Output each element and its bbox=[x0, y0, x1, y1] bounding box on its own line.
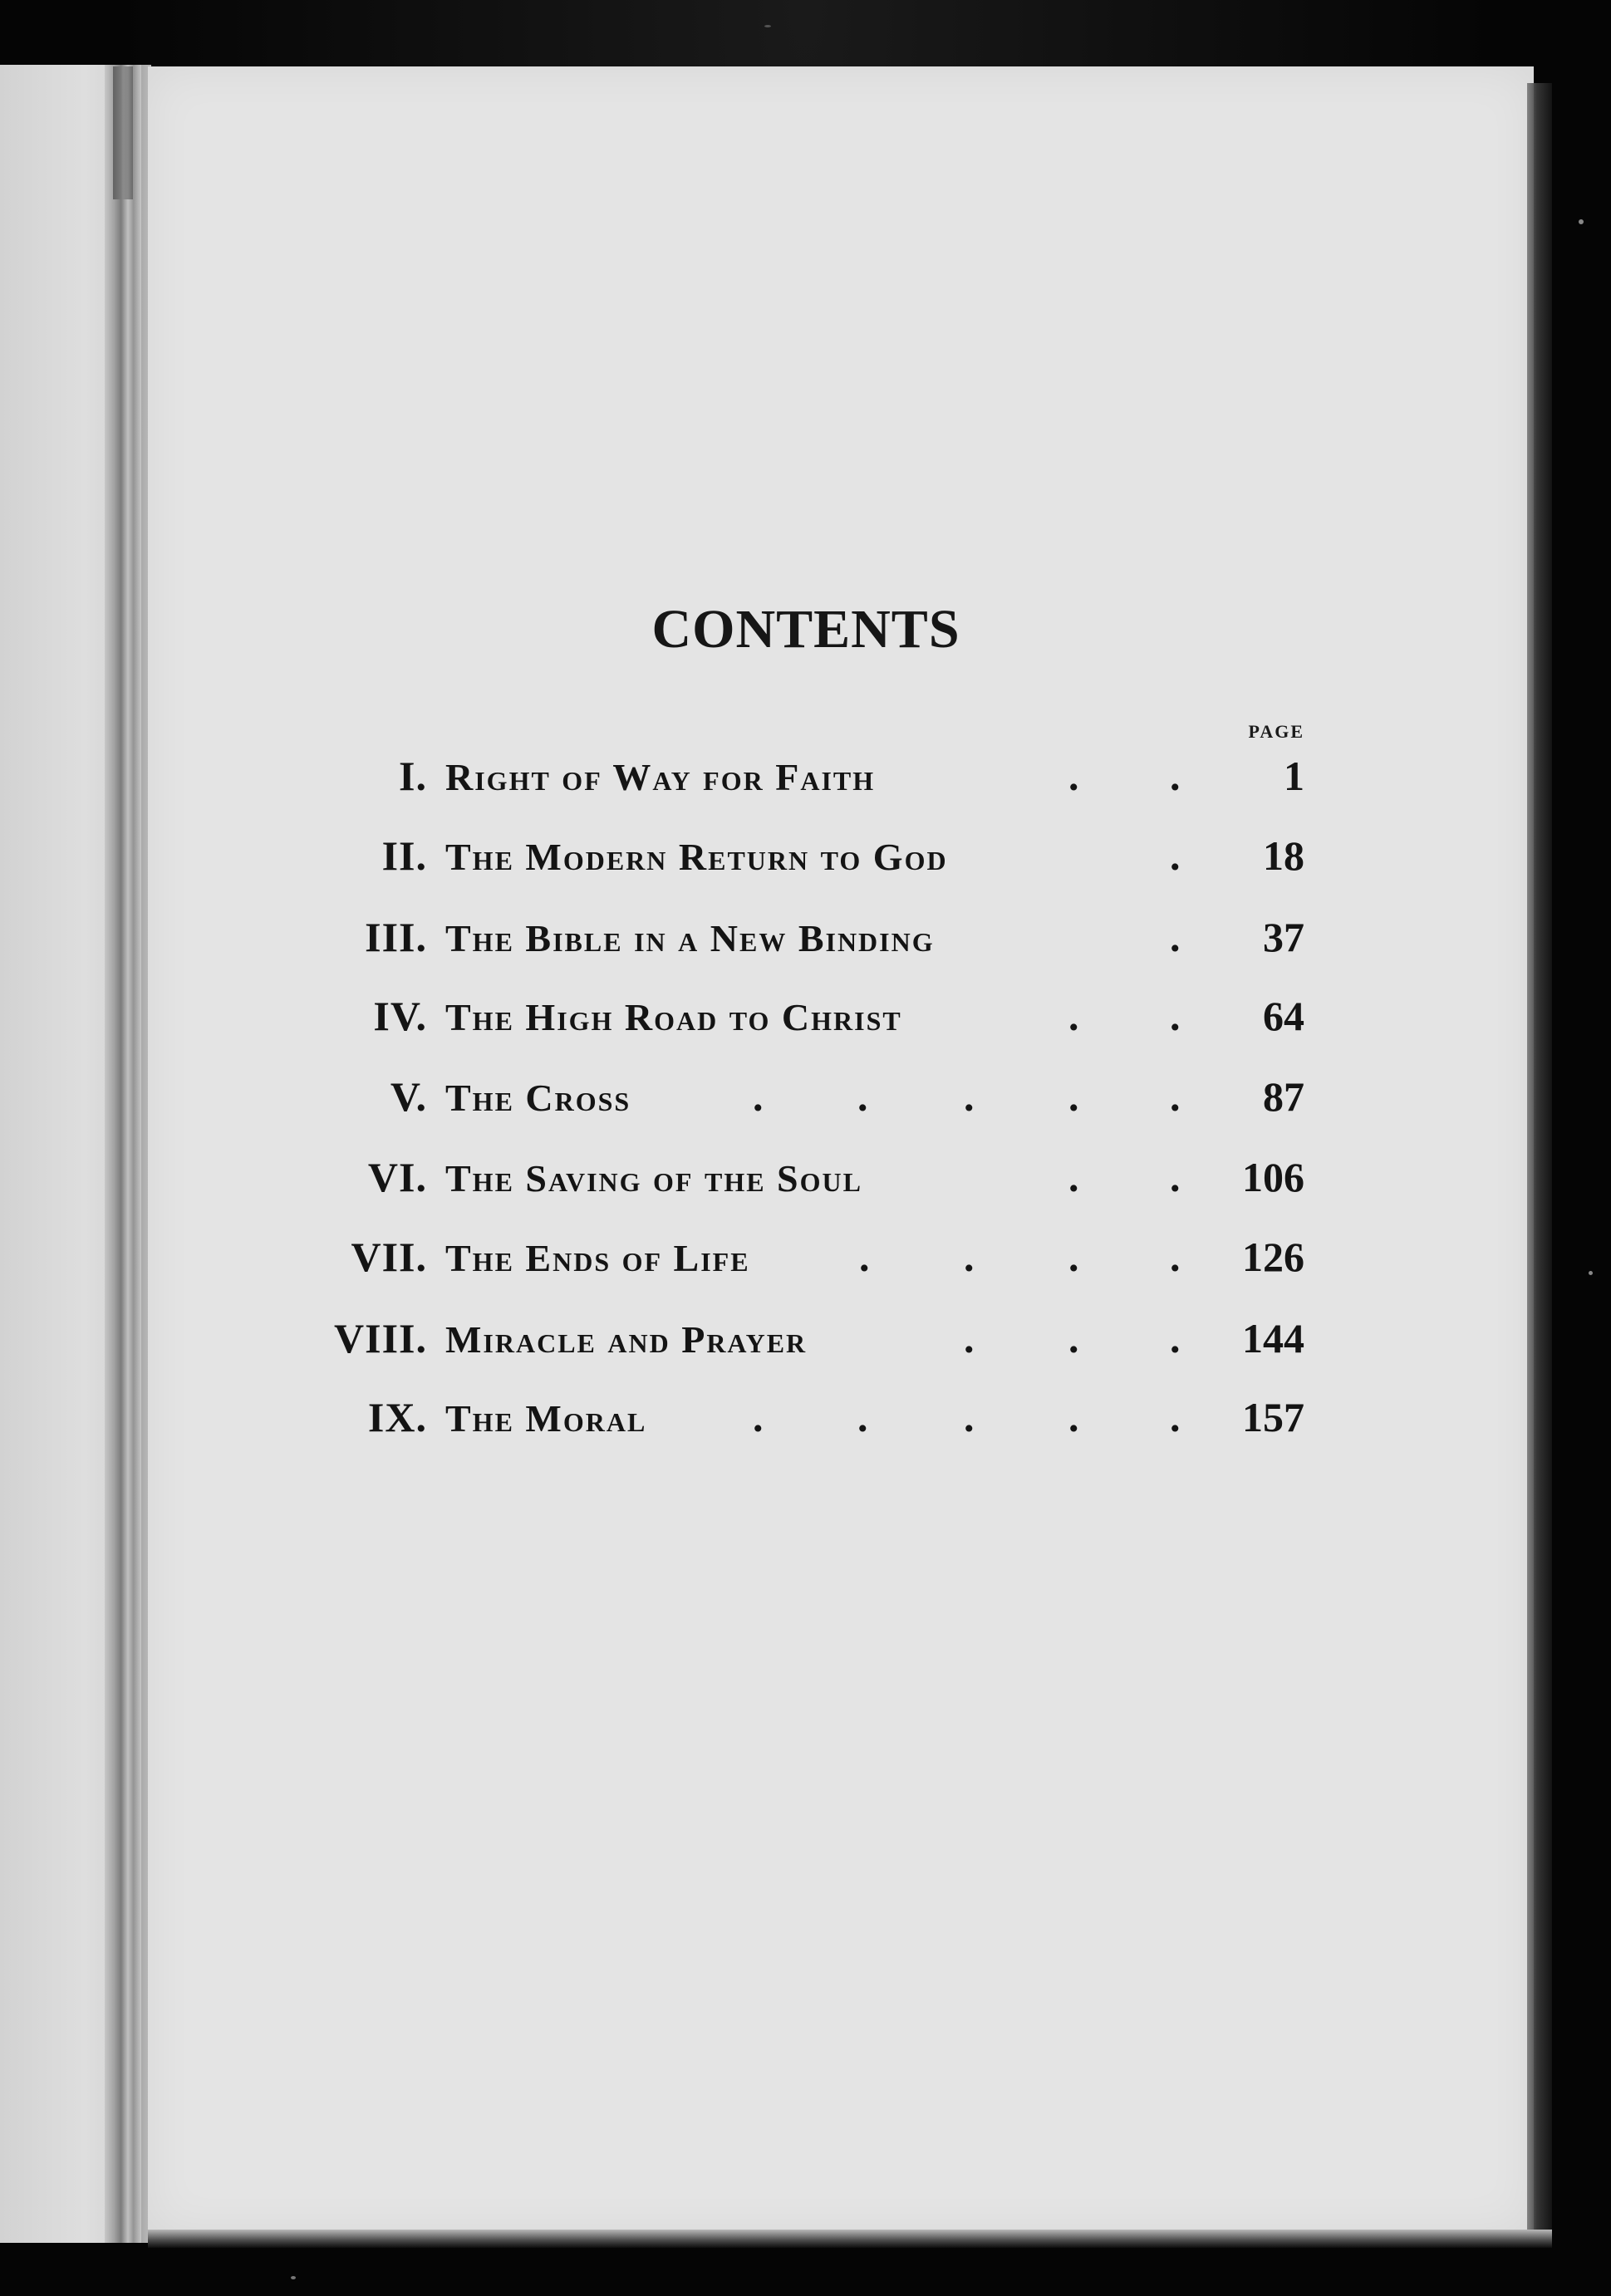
page-number: 1 bbox=[1284, 753, 1304, 799]
chapter-title: The Bible in a New Binding bbox=[445, 917, 935, 959]
leader-dot: . bbox=[1170, 1234, 1181, 1280]
leader-dot: . bbox=[1170, 753, 1181, 799]
toc-entry[interactable] bbox=[0, 913, 1611, 979]
leader-dot: . bbox=[753, 1073, 764, 1120]
chapter-title: Right of Way for Faith bbox=[445, 756, 876, 798]
leader-dot: . bbox=[964, 1073, 975, 1120]
leader-dot: . bbox=[1170, 914, 1181, 960]
leader-dot: . bbox=[964, 1234, 975, 1280]
leader-dot: . bbox=[1068, 1315, 1079, 1361]
page-number: 157 bbox=[1242, 1394, 1304, 1440]
chapter-title: The Saving of the Soul bbox=[445, 1157, 862, 1200]
chapter-title: The Cross bbox=[445, 1077, 631, 1119]
leader-dot: . bbox=[1170, 1315, 1181, 1361]
chapter-title: Miracle and Prayer bbox=[445, 1318, 808, 1361]
chapter-number: VIII. bbox=[334, 1315, 427, 1361]
leader-dot: . bbox=[857, 1394, 868, 1440]
page-number: 64 bbox=[1263, 993, 1304, 1039]
toc-entry[interactable] bbox=[0, 832, 1611, 898]
chapter-title: The High Road to Christ bbox=[445, 996, 902, 1038]
leader-dot: . bbox=[1068, 1394, 1079, 1440]
chapter-title: The Moral bbox=[445, 1397, 647, 1440]
leader-dot: . bbox=[1170, 1394, 1181, 1440]
chapter-number: I. bbox=[399, 753, 427, 799]
leader-dot: . bbox=[1068, 993, 1079, 1039]
page-number: 126 bbox=[1242, 1234, 1304, 1280]
leader-dot: . bbox=[1170, 832, 1181, 879]
leader-dot: . bbox=[753, 1394, 764, 1440]
leader-dot: . bbox=[1170, 1073, 1181, 1120]
toc-entry[interactable] bbox=[0, 1153, 1611, 1219]
page-number: 87 bbox=[1263, 1073, 1304, 1120]
toc-entry[interactable] bbox=[0, 1233, 1611, 1299]
chapter-title: The Ends of Life bbox=[445, 1237, 750, 1279]
chapter-title: The Modern Return to God bbox=[445, 836, 948, 878]
toc-entry[interactable] bbox=[0, 1314, 1611, 1381]
contents-heading: CONTENTS bbox=[651, 599, 960, 660]
chapter-number: IV. bbox=[373, 993, 427, 1039]
page-number: 144 bbox=[1242, 1315, 1304, 1361]
leader-dot: . bbox=[964, 1315, 975, 1361]
leader-dot: . bbox=[859, 1234, 870, 1280]
scan-speck bbox=[1589, 1271, 1593, 1275]
chapter-number: VI. bbox=[367, 1154, 427, 1200]
leader-dot: . bbox=[1068, 1154, 1079, 1200]
toc-entry[interactable] bbox=[0, 1393, 1611, 1460]
toc-entry[interactable] bbox=[0, 992, 1611, 1058]
leader-dot: . bbox=[1068, 1073, 1079, 1120]
page-number: 106 bbox=[1242, 1154, 1304, 1200]
chapter-number: V. bbox=[390, 1073, 427, 1120]
page-number: 37 bbox=[1263, 914, 1304, 960]
scan-speck bbox=[1579, 219, 1584, 224]
toc-entry[interactable] bbox=[0, 752, 1611, 818]
leader-dot: . bbox=[1068, 753, 1079, 799]
leader-dot: . bbox=[1170, 1154, 1181, 1200]
scan-speck bbox=[764, 25, 771, 27]
scan-speck bbox=[291, 2276, 296, 2279]
page-number: 18 bbox=[1263, 832, 1304, 879]
toc-entry[interactable] bbox=[0, 1072, 1611, 1139]
page-column-header: PAGE bbox=[1248, 721, 1304, 742]
leader-dot: . bbox=[1068, 1234, 1079, 1280]
chapter-number: III. bbox=[365, 914, 427, 960]
leader-dot: . bbox=[857, 1073, 868, 1120]
chapter-number: IX. bbox=[367, 1394, 427, 1440]
leader-dot: . bbox=[1170, 993, 1181, 1039]
leader-dot: . bbox=[964, 1394, 975, 1440]
chapter-number: II. bbox=[381, 832, 427, 879]
chapter-number: VII. bbox=[351, 1234, 427, 1280]
